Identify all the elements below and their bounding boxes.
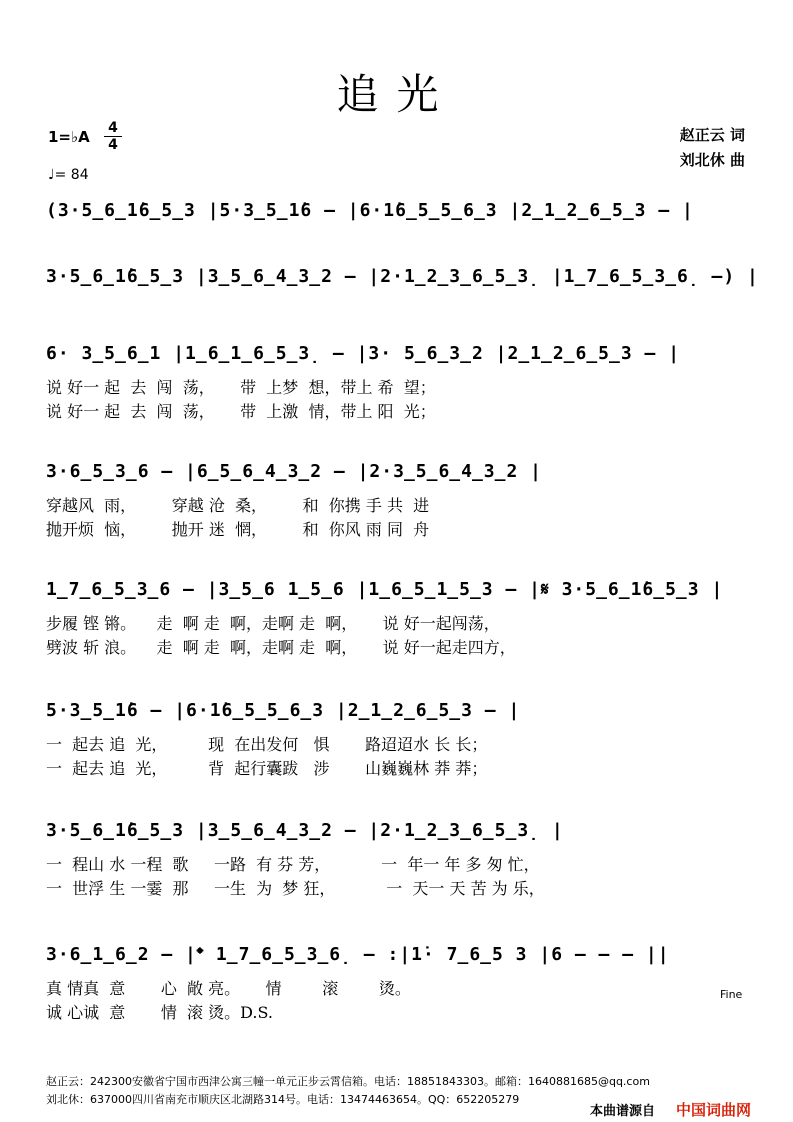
lyrics-verse-1: 一 程山 水 一程 歌 一路 有 芬 芳， 一 年一 年 多 匆 忙，	[46, 855, 540, 874]
brand-link[interactable]: 中国词曲网	[676, 1101, 752, 1119]
key-label: 1=♭A	[48, 128, 90, 146]
lyricist-credit: 赵正云 词	[679, 126, 745, 144]
notation-line: 5·3̲5̲1̇6 – |6·1̇6̲5̲5̲6̲3 |2̲1̲2̲6̲5̲3 – |	[46, 700, 521, 721]
composer-credit: 刘北休 曲	[679, 151, 745, 169]
key-signature	[48, 128, 90, 146]
lyrics-verse-2: 说 好一 起 去 闯 荡， 带 上激 情，带上 阳 光；	[46, 402, 436, 421]
lyrics-verse-2: 抛开烦 恼， 抛开 迷 惘， 和 你风 雨 同 舟	[46, 520, 430, 539]
fine-label: Fine	[720, 988, 743, 1001]
footer-contact-composer: 刘北休：637000四川省南充市顺庆区北湖路314号。电话：13474463654。QQ：652205279	[46, 1093, 520, 1106]
source-label: 本曲谱源自	[590, 1104, 656, 1119]
time-sig-top: 4	[108, 120, 118, 136]
lyrics-verse-2: 一 世浮 生 一霎 那 一生 为 梦 狂， 一 天一 天 苦 为 乐，	[46, 879, 545, 898]
notation-line: 6· 3̲5̲6̲1 |1̲6̲1̲6̲5̲3̣ – |3· 5̲6̲3̲2 |2̲1̲2̲6̲5̲3 – |	[46, 343, 681, 364]
lyrics-verse-1: 说 好一 起 去 闯 荡， 带 上梦 想，带上 希 望；	[46, 378, 436, 397]
time-sig-bottom: 4	[108, 137, 118, 153]
lyrics-verse-1: 穿越风 雨， 穿越 沧 桑， 和 你携 手 共 进	[46, 496, 430, 515]
lyrics-verse-2: 劈波 斩 浪。 走 啊 走 啊，走啊 走 啊， 说 好一起走四方，	[46, 638, 516, 657]
tempo-marking: ♩= 84	[48, 167, 89, 183]
notation-line: 3·6̲1̲6̲2 – |𝄌 1̲7̲6̲5̲3̲6̣ – :|1̇· 7̲6̲5 3 |6 – – – ||	[46, 944, 670, 965]
time-signature	[104, 121, 122, 152]
song-title: 追光	[336, 70, 457, 119]
lyrics-verse-1: 步履 铿 锵。 走 啊 走 啊，走啊 走 啊， 说 好一起闯荡，	[46, 614, 500, 633]
notation-line: 3·5̲6̲1̇6̲5̲3 |3̲5̲6̲4̲3̲2 – |2·1̲2̲3̲6̲5̲3̣ |1̲7̲6̲5̲3̲6̣ –) |	[46, 266, 759, 287]
lyrics-verse-1: 真 情真 意 心 敞 亮。 情 滚 烫。	[46, 979, 411, 998]
lyrics-verse-2: 诚 心诚 意 情 滚 烫。D.S.	[46, 1003, 273, 1022]
notation-line: 3·5̲6̲1̇6̲5̲3 |3̲5̲6̲4̲3̲2 – |2·1̲2̲3̲6̲5̲3̣ |	[46, 820, 564, 841]
notation-line: 3·6̲5̲3̲6 – |6̲5̲6̲4̲3̲2 – |2·3̲5̲6̲4̲3̲2 |	[46, 461, 542, 482]
lyrics-verse-1: 一 起去 追 光， 现 在出发何 惧 路迢迢水 长 长；	[46, 735, 488, 754]
lyrics-verse-2: 一 起去 追 光， 背 起行囊跋 涉 山巍巍林 莽 莽；	[46, 759, 488, 778]
footer-contact-lyricist: 赵正云：242300安徽省宁国市西津公寓三幢一单元正步云霄信箱。电话：18851843303。邮箱：1640881685@qq.com	[46, 1075, 650, 1088]
notation-line: (3·5̲6̲1̇6̲5̲3 |5·3̲5̲1̇6 – |6·1̇6̲5̲5̲6̲3 |2̲1̲2̲6̲5̲3 – |	[46, 200, 694, 221]
notation-line: 1̲7̲6̲5̲3̲6 – |3̲5̲6 1̲5̲6 |1̲6̲5̲1̲5̲3 – |𝄋 3·5̲6̲1̇6̲5̲3 |	[46, 579, 724, 600]
